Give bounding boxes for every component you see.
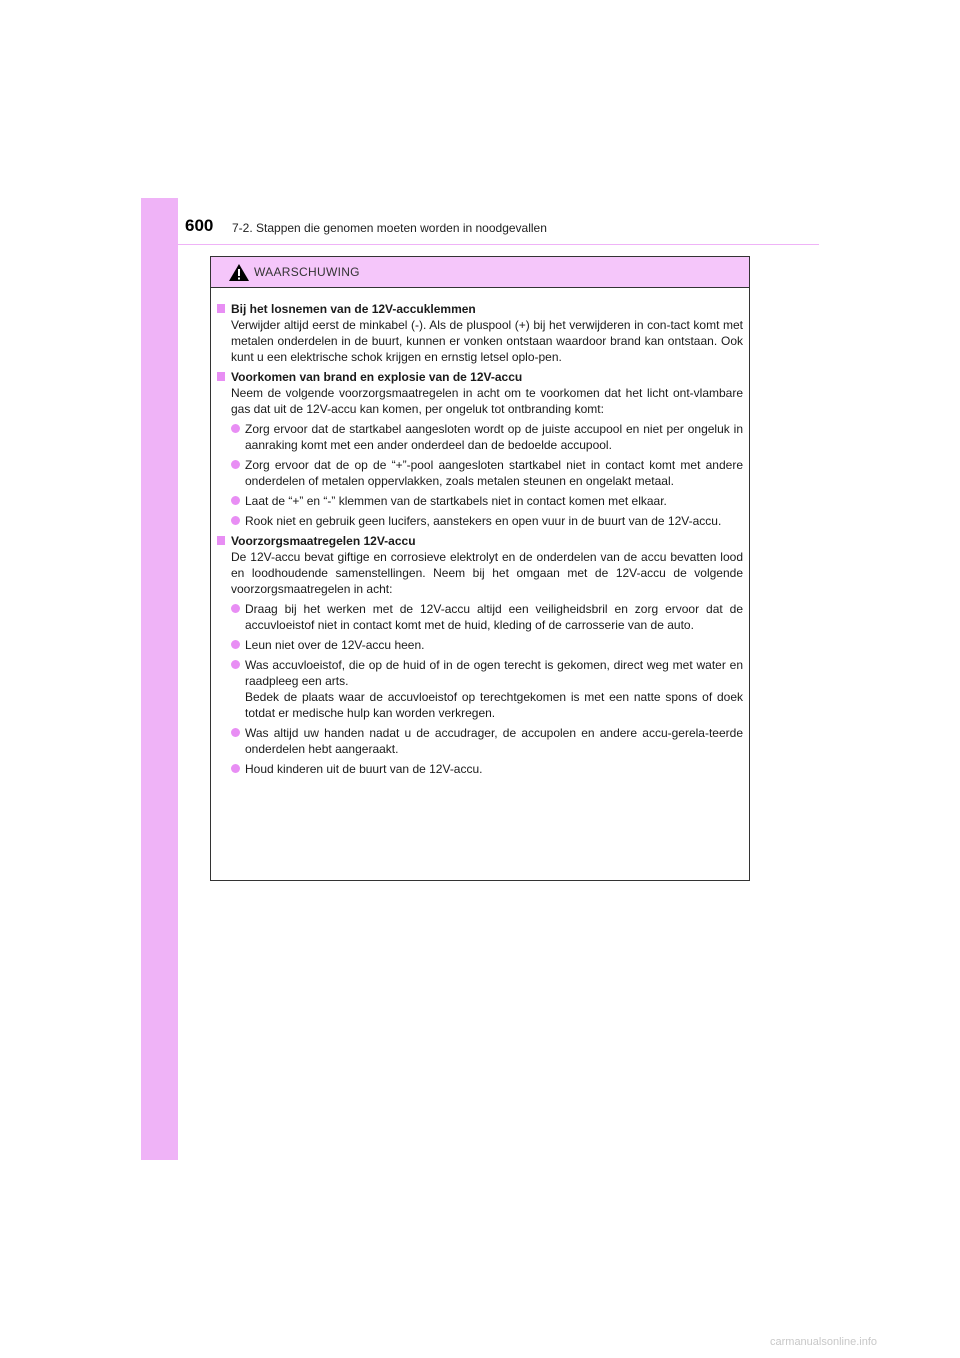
list-item-text-wrap [245,725,743,757]
list-item [217,457,743,489]
section-heading [217,533,743,549]
section-paragraph: Verwijder altijd eerst de minkabel (-). Als de pluspool (+) bij het verwijderen in con-tact komt met metalen onderdelen in de buurt, kunnen er vonken ontstaan waardoor brand kan ontstaan. Ook kunt u een elektrische schok krijgen en ernstig letsel oplo-pen. [231,318,743,364]
list-item [217,725,743,757]
list-item-text: Was altijd uw handen nadat u de accudrager, de accupolen en andere accu-gerela-teerde onderdelen hebt aangeraakt. [245,726,743,756]
page-number: 600 [185,216,214,235]
round-bullet-icon [231,728,240,737]
list-item-text: Zorg ervoor dat de op de “+”-pool aangesloten startkabel niet in contact komt met andere onderdelen of metalen oppervlakken, zoals metalen steunen en ongelakt metaal. [245,458,743,488]
list-item [217,761,743,777]
round-bullet-icon [231,516,240,525]
list-item-text: Laat de “+” en “-” klemmen van de startkabels niet in contact komen met elkaar. [245,494,667,508]
list-item-text-wrap [245,513,743,529]
list-item-text: Leun niet over de 12V-accu heen. [245,638,425,652]
square-bullet-icon [217,372,225,381]
list-item-text: Houd kinderen uit de buurt van de 12V-accu. [245,762,483,776]
list-item [217,637,743,653]
warning-section [217,533,743,777]
round-bullet-icon [231,660,240,669]
list-item-text-wrap [245,637,743,653]
list-item [217,421,743,453]
section-heading [217,369,743,385]
warning-label: WAARSCHUWING [254,265,360,279]
side-tab [141,198,178,1160]
list-item-text: Rook niet en gebruik geen lucifers, aanstekers en open vuur in de buurt van de 12V-accu. [245,514,722,528]
section-paragraph: De 12V-accu bevat giftige en corrosieve elektrolyt en de onderdelen van de accu bevatten lood en loodhoudende samenstellingen. Neem bij het omgaan met de 12V-accu de volgende voorzorgsmaatregelen in acht: [231,550,743,596]
list-item-text: Zorg ervoor dat de startkabel aangesloten wordt op de juiste accupool en niet per ongeluk in aanraking komt met een ander onderdeel dan de bedoelde accupool. [245,422,743,452]
list-item-text: Draag bij het werken met de 12V-accu altijd een veiligheidsbril en zorg ervoor dat de accuvloeistof niet in contact komt met de huid, kleding of de carrosserie van de auto. [245,602,743,632]
round-bullet-icon [231,640,240,649]
warning-body [211,288,749,777]
warning-header [211,257,749,288]
list-item [217,513,743,529]
warning-box [210,256,750,881]
list-item-extra: Bedek de plaats waar de accuvloeistof op terechtgekomen is met een natte spons of doek totdat er medische hulp kan worden verkregen. [245,690,743,720]
round-bullet-icon [231,424,240,433]
list-item-text-wrap [245,657,743,721]
round-bullet-icon [231,460,240,469]
section-title: 7-2. Stappen die genomen moeten worden in noodgevallen [232,221,547,235]
list-item-text: Was accuvloeistof, die op de huid of in de ogen terecht is gekomen, direct weg met water en raadpleeg een arts. [245,658,743,688]
square-bullet-icon [217,536,225,545]
list-item [217,601,743,633]
warning-section [217,301,743,365]
list-item-text-wrap [245,457,743,489]
list-item-text-wrap [245,493,743,509]
round-bullet-icon [231,764,240,773]
footer-watermark: carmanualsonline.info [770,1336,878,1348]
warning-triangle-icon [228,263,250,282]
list-item-text-wrap [245,601,743,633]
list-item-text-wrap [245,761,743,777]
section-heading [217,301,743,317]
round-bullet-icon [231,496,240,505]
section-heading-text: Voorkomen van brand en explosie van de 12V-accu [231,370,523,384]
section-heading-text: Voorzorgsmaatregelen 12V-accu [231,534,416,548]
section-heading-text: Bij het losnemen van de 12V-accuklemmen [231,302,476,316]
warning-section [217,369,743,529]
list-item [217,657,743,721]
round-bullet-icon [231,604,240,613]
section-paragraph: Neem de volgende voorzorgsmaatregelen in acht om te voorkomen dat het licht ont-vlambare gas dat uit de 12V-accu kan komen, per ongeluk tot ontbranding komt: [231,386,743,416]
square-bullet-icon [217,304,225,313]
list-item-text-wrap [245,421,743,453]
list-item [217,493,743,509]
